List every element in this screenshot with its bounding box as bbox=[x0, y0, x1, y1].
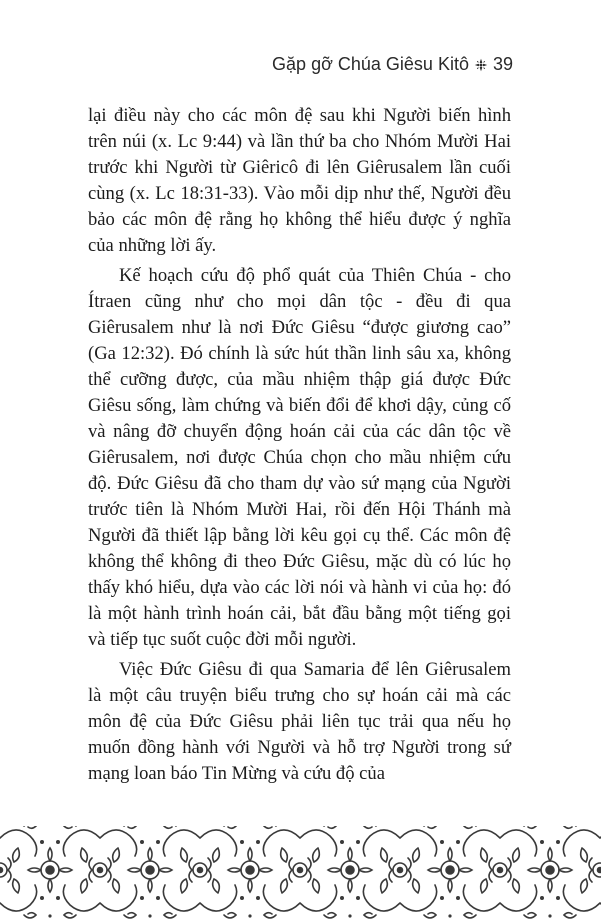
paragraph-1: lại điều này cho các môn đệ sau khi Người biến hình trên núi (x. Lc 9:44) và lần thứ ba cho Nhóm Mười Hai trước khi Người từ Giêricô đi lên Giêrusalem lần cuối cùng (x. Lc 18:31-33). Vào mỗi dịp như thế, Người đều bảo các môn đệ rằng họ không thể hiểu được ý nghĩa của những lời ấy. bbox=[88, 105, 511, 256]
page-number: 39 bbox=[492, 54, 513, 74]
paragraph-2: Kế hoạch cứu độ phổ quát của Thiên Chúa - cho Ítraen cũng như cho mọi dân tộc - đều đi qua Giêrusalem như là nơi Đức Giêsu “được giương cao” (Ga 12:32). Đó chính là sức hút thần linh sâu xa, không thể cưỡng được, của mầu nhiệm thập giá được Đức Giêsu sống, làm chứng và biến đổi để khơi dậy, củng cố và nâng đỡ chuyển động hoán cải của các dân tộc về Giêrusalem, nơi được Chúa chọn cho mầu nhiệm cứu độ. Đức Giêsu đã cho tham dự vào sứ mạng của Người trước tiên là Nhóm Mười Hai, rồi đến Hội Thánh mà Người đã thiết lập bằng lời kêu gọi cụ thể. Các môn đệ không thể không đi theo Đức Giêsu, mặc dù có lúc họ thấy khó hiểu, dựa vào các lời nói và hành vi của họ: đó là một hành trình hoán cải, bắt đầu bằng một tiếng gọi và tiếp tục suốt cuộc đời mỗi người. bbox=[88, 265, 511, 650]
floral-border-ornament bbox=[0, 818, 601, 923]
body-text bbox=[88, 103, 511, 791]
running-header bbox=[272, 54, 513, 75]
running-title: Gặp gỡ Chúa Giêsu Kitô bbox=[272, 54, 469, 74]
cross-ornament-icon bbox=[474, 58, 488, 72]
paragraph-3: Việc Đức Giêsu đi qua Samaria để lên Giêrusalem là một câu truyện biểu trưng cho sự hoán cải mà các môn đệ của Đức Giêsu phải liên tục trải qua nếu họ muốn đồng hành với Người và hỗ trợ Người trong sứ mạng loan báo Tin Mừng và cứu độ của bbox=[88, 659, 511, 784]
